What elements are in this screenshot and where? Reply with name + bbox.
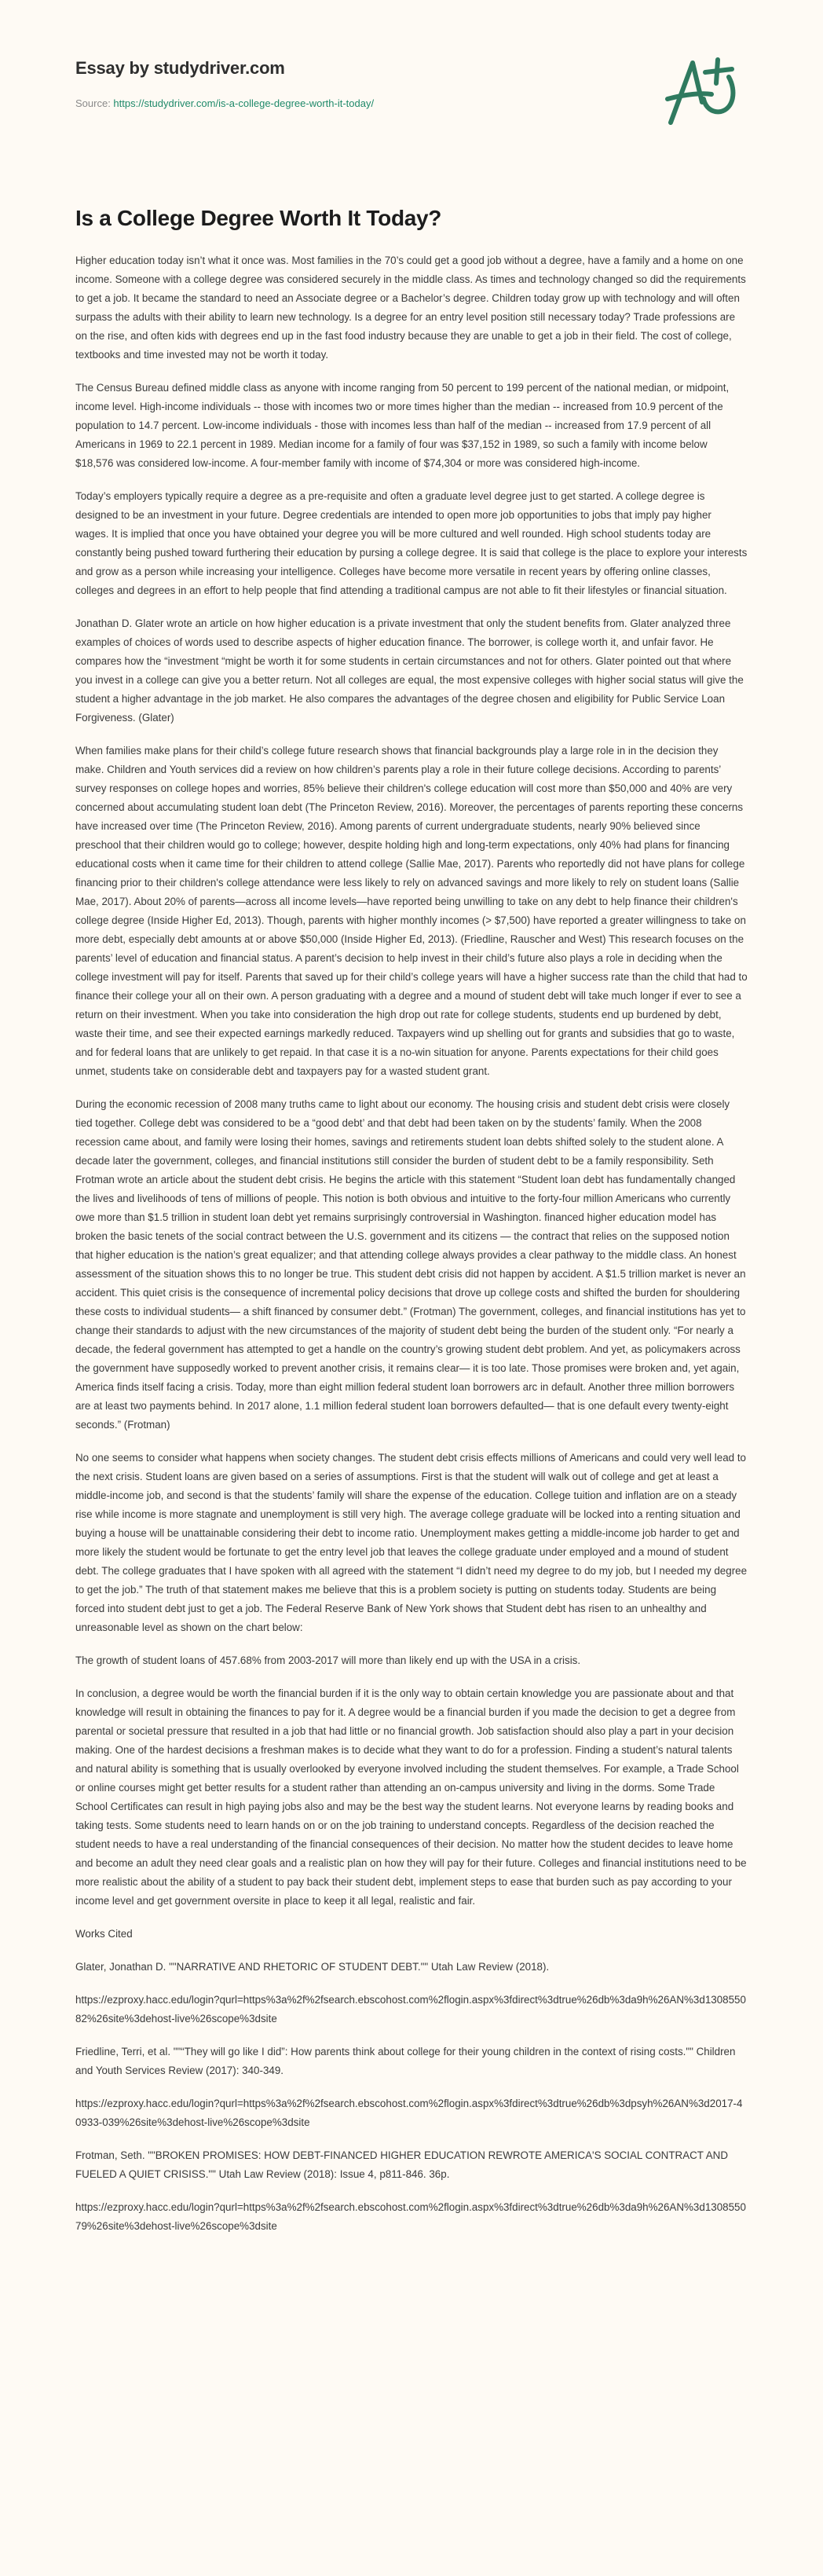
source-link[interactable]: https://studydriver.com/is-a-college-degree-worth-it-today/	[113, 97, 375, 109]
essay-paragraph: Today’s employers typically require a degree as a pre-requisite and often a graduate level degree just to get started. A college degree is designed to be an investment in your future. Degree credentials are intended to open more job opportunities to jobs that imply pay higher wages. It is implied that once you have obtained your degree you will be more cultured and well rounded. High school students today are constantly being pushed toward furthering their education by pursing a college degree. It is said that college is the place to explore your interests and grow as a person while increasing your intelligence. Colleges have become more versatile in recent years by offering online classes, colleges and degrees in an effort to help people that find attending a traditional campus are not able to fit their lifestyles or financial situation.	[75, 490, 748, 596]
citation-url: https://ezproxy.hacc.edu/login?qurl=https%3a%2f%2fsearch.ebscohost.com%2flogin.aspx%3fdirect%3dtrue%26db%3dpsyh%26AN%3d2017-40933-039%26site%3dehost-live%26scope%3dsite	[75, 2098, 743, 2128]
citation-entry: Frotman, Seth. ""BROKEN PROMISES: HOW DEBT-FINANCED HIGHER EDUCATION REWROTE AMERICA'S SOCIAL CONTRACT AND FUELED A QUIET CRISISS."" Utah Law Review (2018): Issue 4, p811-846. 36p.	[75, 2149, 728, 2180]
essay-title: Is a College Degree Worth It Today?	[75, 206, 442, 230]
essay-paragraph: No one seems to consider what happens when society changes. The student debt crisis effects millions of Americans and could very well lead to the next crisis. Student loans are given based on a series of assumptions. First is that the student will walk out of college and get at least a middle-income job, and second is that the students’ family will share the expense of the education. College tuition and inflation are on a steady rise while income is more stagnate and unemployment is still very high. The average college graduate will be locked into a renting situation and buying a house will be unattainable considering their debt to income ratio. Unemployment makes getting a middle-income job harder to get and more likely the student would be fortunate to get the entry level job that leaves the college graduate under employed and a mound of student debt. The college graduates that I have spoken with all agreed with the statement “I didn’t need my degree to do my job, but I needed my degree to get the job.” The truth of that statement makes me believe that this is a problem society is putting on students today. Students are being forced into student debt just to get a job. The Federal Reserve Bank of New York shows that Student debt has risen to an unhealthy and unreasonable level as shown on the chart below:	[75, 1452, 748, 1633]
a-plus-grade-icon	[661, 53, 746, 129]
source-label: Source:	[75, 97, 114, 109]
essay-paragraph: Higher education today isn’t what it once was. Most families in the 70’s could get a good job without a degree, have a family and a home on one income. Someone with a college degree was considered securely in the middle class. As times and technology changed so did the requirements to get a job. It became the standard to need an Associate degree or a Bachelor’s degree. Children today grow up with technology and will often surpass the adults with their ability to learn new technology. Is a degree for an entry level position still necessary today? Trade professions are on the rise, and often kids with degrees end up in the fast food industry because they are unable to get a job in their field. The cost of college, textbooks and time invested may not be worth it today.	[75, 255, 746, 361]
brand-title: Essay by studydriver.com	[75, 58, 285, 78]
essay-container	[0, 203, 823, 2236]
essay-paragraph: In conclusion, a degree would be worth the financial burden if it is the only way to obtain certain knowledge you are passionate about and that knowledge will result in obtaining the finances to pay for it. A degree would be a financial burden if you made the decision to get a degree from parental or societal pressure that resulted in a job that had little or no financial growth. Job satisfaction should also play a part in your decision making. One of the hardest decisions a freshman makes is to decide what they want to do for a profession. Finding a student’s natural talents and natural ability is something that is usually overlooked by everyone involved including the student themselves. For example, a Trade School or online courses might get better results for a student rather than attending an on-campus university and living in the dorms. Some Trade School Certificates can result in high paying jobs also and may be the best way the student learns. Not everyone learns by reading books and taking tests. Some students need to learn hands on or on the job training to understand concepts. Regardless of the decision reached the student needs to have a real understanding of the financial consequences of their decision. No matter how the student decides to leave home and become an adult they need clear goals and a realistic plan on how they will pay for their future. Colleges and financial institutions need to be more realistic about the ability of a student to pay back their student debt, implement steps to ease that burden such as pay according to your income level and get government oversite in place to keep it all legal, realistic and fair.	[75, 1687, 747, 1907]
citation-entry: Glater, Jonathan D. ""NARRATIVE AND RHETORIC OF STUDENT DEBT."" Utah Law Review (2018).	[75, 1961, 550, 1973]
citation-url: https://ezproxy.hacc.edu/login?qurl=https%3a%2f%2fsearch.ebscohost.com%2flogin.aspx%3fdirect%3dtrue%26db%3da9h%26AN%3d130855082%26site%3dehost-live%26scope%3dsite	[75, 1994, 746, 2025]
essay-paragraph: During the economic recession of 2008 many truths came to light about our economy. The housing crisis and student debt crisis were closely tied together. College debt was considered to be a “good debt’ and that debt had been taken on by the students’ family. When the 2008 recession came about, and family were losing their homes, savings and retirements student loan debts shifted solely to the student alone. A decade later the government, colleges, and financial institutions still consider the burden of student debt to be a family responsibility. Seth Frotman wrote an article about the student debt crisis. He begins the article with this statement “Student loan debt has fundamentally changed the lives and livelihoods of tens of millions of people. This notion is both obvious and intuitive to the forty-four million Americans who currently owe more than $1.5 trillion in student loan debt yet remains surprisingly controversial in Washington. financed higher education model has broken the basic tenets of the social contract between the U.S. government and its citizens — the contract that relies on the supposed notion that higher education is the nation’s great equalizer; and that attending college always provides a clear pathway to the middle class. An honest assessment of the situation shows this to no longer be true. This student debt crisis did not happen by accident. A $1.5 trillion market is never an accident. This quiet crisis is the consequence of incremental policy decisions that drove up college costs and shifted the burden for shouldering these costs to individual students— a shift financed by consumer debt.” (Frotman) The government, colleges, and financial institutions has yet to change their standards to adjust with the new circumstances of the majority of student debt being the burden of the student only. “For nearly a decade, the federal government has attempted to get a handle on the country’s growing student debt problem. And yet, as policymakers across the government have supposedly worked to prevent another crisis, it remains clear— it is too late. Those promises were broken and, yet again, America finds itself facing a crisis. Today, more than eight million federal student loan borrowers arc in default. Another three million borrowers are at least two payments behind. In 2017 alone, 1.1 million federal student loan borrowers defaulted— that is one default every twenty-eight seconds.” (Frotman)	[75, 1098, 746, 1431]
works-cited-heading: Works Cited	[75, 1928, 133, 1940]
citation-entry: Friedline, Terri, et al. ""“They will go like I did”: How parents think about college for their young children in the context of rising costs."" Children and Youth Services Review (2017): 340-349.	[75, 2046, 736, 2076]
source-line	[75, 97, 374, 109]
essay-paragraph: When families make plans for their child’s college future research shows that financial backgrounds play a large role in in the decision they make. Children and Youth services did a review on how children’s parents play a role in their future college decisions. According to parents’ survey responses on college hopes and worries, 85% believe their children's college education will cost more than $50,000 and 40% are very concerned about accumulating student loan debt (The Princeton Review, 2016). Moreover, the percentages of parents reporting these concerns have increased over time (The Princeton Review, 2016). Among parents of current undergraduate students, nearly 90% believed since preschool that their children would go to college; however, despite holding high and long-term expectations, only 40% had plans for financing educational costs when it came time for their children to attend college (Sallie Mae, 2017). Parents who reportedly did not have plans for college financing prior to their children's college attendance were less likely to rely on advanced savings and more likely to rely on student loans (Sallie Mae, 2017). About 20% of parents—across all income levels—have reported being unwilling to take on any debt to help finance their children's college degree (Inside Higher Ed, 2013). Though, parents with higher monthly incomes (> $7,500) have reported a greater willingness to take on more debt, especially debt amounts at or above $50,000 (Inside Higher Ed, 2013). (Friedline, Rauscher and West) This research focuses on the parents’ level of education and financial status. A parent’s decision to help invest in their child’s future also plays a role in deciding when the college investment will pay for itself. Parents that saved up for their child’s college years will have a higher success rate than the child that had to finance their college your all on their own. A person graduating with a degree and a mound of student debt will take much longer if ever to see a return on their investment. When you take into consideration the high drop out rate for college students, students end up burdened by debt, waste their time, and see their expected earnings markedly reduced. Taxpayers wind up shelling out for grants and subsidies that go to waste, and for federal loans that are unlikely to get repaid. In that case it is a no-win situation for anyone. Parents expectations for their child goes unmet, students take on considerable debt and taxpayers pay for a wasted student grant.	[75, 745, 748, 1077]
page-header	[0, 0, 823, 141]
essay-body	[75, 251, 748, 2236]
essay-paragraph: Jonathan D. Glater wrote an article on how higher education is a private investment that only the student benefits from. Glater analyzed three examples of choices of words used to describe aspects of higher education finance. The borrower, is college worth it, and unfair favor. He compares how the “investment “might be worth it for some students in certain circumstances and not for others. Glater pointed out that where you invest in a college can give you a better return. Not all colleges are equal, the most expensive colleges with higher social status will give the student a higher advantage in the job market. He also compares the advantages of the degree chosen and eligibility for Public Service Loan Forgiveness. (Glater)	[75, 617, 744, 724]
citation-url: https://ezproxy.hacc.edu/login?qurl=https%3a%2f%2fsearch.ebscohost.com%2flogin.aspx%3fdirect%3dtrue%26db%3da9h%26AN%3d130855079%26site%3dehost-live%26scope%3dsite	[75, 2201, 746, 2232]
essay-paragraph: The Census Bureau defined middle class as anyone with income ranging from 50 percent to 199 percent of the national median, or midpoint, income level. High-income individuals -- those with incomes two or more times higher than the median -- increased from 10.9 percent of the population to 14.7 percent. Low-income individuals - those with incomes less than half of the median -- increased from 17.9 percent of all Americans in 1969 to 22.1 percent in 1989. Median income for a family of four was $37,152 in 1989, so such a family with income below $18,576 was considered low-income. A four-member family with income of $74,304 or more was considered high-income.	[75, 382, 730, 469]
essay-paragraph: The growth of student loans of 457.68% from 2003-2017 will more than likely end up with the USA in a crisis.	[75, 1654, 581, 1666]
